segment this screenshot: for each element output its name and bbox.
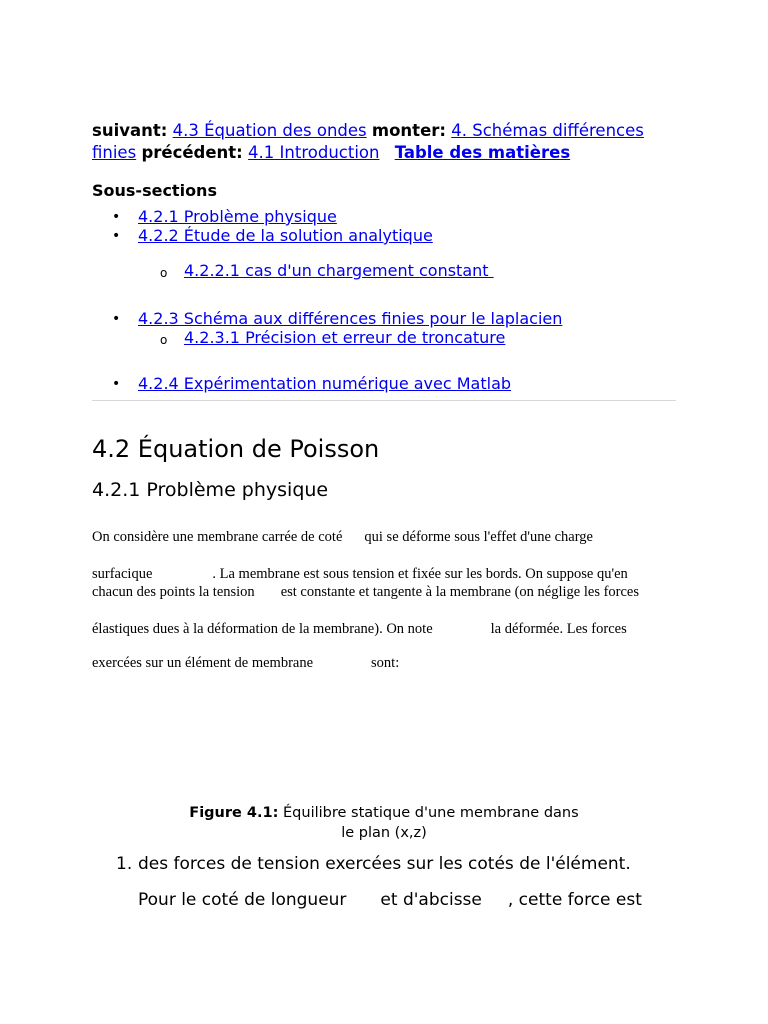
section-title: 4.2 Équation de Poisson [92,435,380,463]
para-text: et d'abcisse [380,890,482,910]
para-text: Pour le coté de longueur [138,890,347,910]
prev-label: précédent: [141,143,243,162]
toc-link[interactable]: Table des matières [394,143,571,162]
bullet-icon: • [112,311,121,327]
up-label: monter: [371,121,446,140]
subsection-title: 4.2.1 Problème physique [92,479,329,501]
navigation-bar [92,120,692,164]
body-line-2 [92,565,628,583]
body-text: la déformée. Les forces [490,621,627,637]
body-text: surfacique [92,566,153,582]
up-link-part2[interactable]: finies [92,143,137,162]
figure-caption-line1: Équilibre statique d'une membrane dans [283,805,579,821]
body-text: exercées sur un élément de membrane [92,655,314,671]
subsection-link-4-2-3-1[interactable]: 4.2.3.1 Précision et erreur de troncature [184,328,506,347]
next-label: suivant: [92,121,168,140]
body-text: est constante et tangente à la membrane (on néglige les forces [280,584,640,600]
body-line-4 [92,620,627,638]
subsection-link-4-2-1[interactable]: 4.2.1 Problème physique [138,207,337,226]
figure-caption-line2: le plan (x,z) [341,825,427,841]
bullet-icon: • [112,376,121,392]
subsection-link-4-2-3[interactable]: 4.2.3 Schéma aux différences finies pour le laplacien [138,309,563,328]
body-line-3 [92,583,639,601]
subsection-link-4-2-2[interactable]: 4.2.2 Étude de la solution analytique [138,226,433,245]
list-number: 1. [116,854,133,874]
body-text: On considère une membrane carrée de coté [92,529,343,545]
divider [92,400,676,401]
body-text: . La membrane est sous tension et fixée sur les bords. On suppose qu'en [212,566,628,582]
bullet-icon: • [112,209,121,225]
list-item-text: des forces de tension exercées sur les cotés de l'élément. [138,854,631,874]
next-link[interactable]: 4.3 Équation des ondes [172,121,367,140]
body-line-1 [92,528,593,546]
figure-caption [172,803,596,843]
body-text: élastiques dues à la déformation de la membrane). On note [92,621,433,637]
body-line-5 [92,654,399,672]
subsection-link-4-2-2-1[interactable]: 4.2.2.1 cas d'un chargement constant [184,261,494,280]
body-text: sont: [371,655,400,671]
subsection-link-4-2-4[interactable]: 4.2.4 Expérimentation numérique avec Matlab [138,374,512,393]
circle-bullet-icon: o [160,333,168,347]
bullet-icon: • [112,228,121,244]
paragraph [138,889,642,911]
up-link-part1[interactable]: 4. Schémas différences [451,121,644,140]
subsections-title: Sous-sections [92,181,217,200]
body-text: qui se déforme sous l'effet d'une charge [364,529,593,545]
prev-link[interactable]: 4.1 Introduction [248,143,380,162]
figure-label: Figure 4.1: [189,805,279,821]
circle-bullet-icon: o [160,266,168,280]
body-text: chacun des points la tension [92,584,255,600]
para-text: , cette force est [507,890,642,910]
